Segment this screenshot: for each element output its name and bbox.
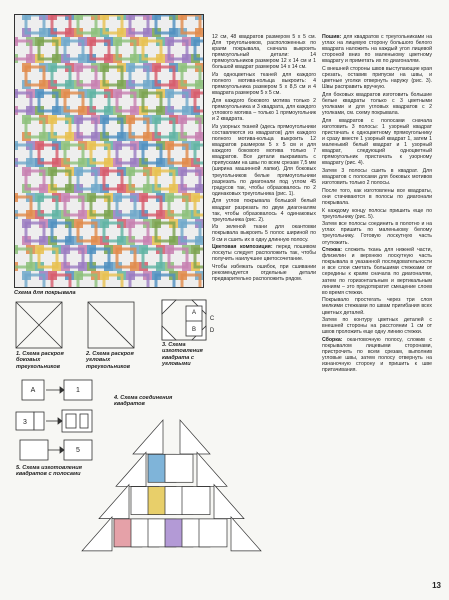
paragraph: 12 см, 48 квадратов размером 5 x 5 см. Для треугольников, расположенных по краям покрывала, сначала выкроить прямоугольный детали: 14 прямоугольников размером 12 x 14 см и 1 большой квадрат размером 14 x 14 см.: [212, 34, 316, 71]
assembly-triangle: [214, 485, 244, 519]
paragraph: Для каждого бокового мотива только 2 прямоугольника и 3 квадрата, для каждого углового мотива – только 1 прямоугольник и 2 квадрата.: [212, 97, 316, 123]
page-number: 13: [432, 581, 441, 590]
fig3-letter-b: B: [191, 327, 197, 333]
assembly-triangle: [133, 420, 163, 454]
fig5-three-label: 3: [23, 419, 27, 426]
color-heading: Цветовая композиция:: [212, 244, 273, 251]
color-text: перед пошивом лоскуты следует расположить так, чтобы получить наилучшее цветосочетание.: [212, 244, 316, 263]
assembly-triangle: [180, 420, 210, 454]
paragraph: Затем все полосы соединить в полотно и на углах пришить по маленькому белому треугольнику. Готовую лоскутную часть отутюжить.: [322, 221, 432, 246]
assembly-triangle: [231, 517, 261, 551]
paragraph: Затем по контуру цветных деталей с внешней стороны на расстоянии 1 см от швов проложить еще одну линию стежки.: [322, 317, 432, 336]
paragraph: Покрывало простегать через три слоя мелкими стежками по швам пригибания всех цветных деталей.: [322, 297, 432, 316]
paragraph: С внешней стороны швов выступающие края срезать, оставив припуски на швы, и цветные уголки отвернуть наружу (рис. 3). Швы расправить вручную.: [322, 65, 432, 91]
fig5-a-label: A: [30, 387, 36, 394]
fig5-one-label: 1: [76, 387, 80, 394]
paragraph: Для квадратов с полосами сначала изготовить 3 полосы: 1 узорный квадрат пристачать к одноцветному прямоугольнику и сразу вместе 1 узорный квадрат 1, затем 1 маленький белый квадрат и 1 узорный квадрат, следующий одноцветный прямоугольник пристачать к узорному квадрату (рис. 4).: [322, 117, 432, 167]
fig2-diagram: [88, 302, 134, 348]
caption-fig3: 3. Схема изготовления квадрата с угловыми: [162, 342, 203, 368]
assembly-triangle: [82, 517, 112, 551]
sewing-heading: Пошив:: [322, 34, 342, 40]
paragraph: для квадратов с треугольниками на углах на лицевую сторону большого белого квадрата наложить на каждый угол лицевой стороной вниз по маленькому цветному квадрату и приметать их по диагоналям.: [322, 34, 432, 65]
paragraph: Для боковых квадратов изготовить большие белые квадраты только с 3 цветными уголками и для угловых квадратов с 2 уголками, см. схему покрывала.: [322, 91, 432, 117]
assembly-triangle: [197, 452, 227, 486]
assembly-square: [165, 454, 193, 482]
fig5-diagram: [16, 380, 92, 460]
paragraph: Чтобы избежать ошибок, при сшивании рекомендуется отдельные детали предварительно расположить рядом.: [212, 263, 316, 283]
paragraph: После того, как изготовлены все квадраты, они стачиваются в полосы по диагонали покрывала.: [322, 187, 432, 206]
paragraph: окантовочную полосу, сложив с покрывалом лицевыми сторонами, пристрочить по всем срезам, выполнив угловые швы, затем полосу отвернуть на изнаночную сторону и пришить к шве притачивания.: [322, 336, 432, 374]
paragraph: Из узорных тканей (здесь прямоугольники составляются из квадратов) для каждого полного мотива-кольца выкроить 12 квадратов размером 5 x 5 см и для каждого бокового мотива только 7 квадратов. Все детали выкраивать с припусками на швы по всем срезам 7,5 мм (ширина машинной лапки). Для боковых треугольников белые прямоугольники разрезать по диагонали под углом 45 градусов так, чтобы образовалось по 2 одинаковых треугольника (рис. 1).: [212, 123, 316, 197]
assembly-square: [182, 487, 210, 515]
caption-fig5: 5. Схема изготовления квадратов с полосами: [16, 465, 82, 478]
assembly-triangle: [116, 452, 146, 486]
quilting-heading: Стежка:: [322, 247, 342, 254]
caption-fig2: 2. Схема раскроя угловых треугольников: [86, 351, 134, 370]
fig3-diagram: [162, 300, 206, 340]
fig3-letter-c: C: [209, 316, 215, 322]
assembly-square: [199, 519, 227, 547]
caption-fig4: 4. Схема соединения квадратов: [114, 395, 173, 408]
paragraph: сложить ткань для нижней части, флизелин и верхнюю лоскутную часть покрывала в указанной последовательности и все слои сметать большими стежками от середины к краям сначала по диагоналям, затем по горизонтальным и вертикальным линиям – это предотвратит смещение слоев во время стежки.: [322, 247, 432, 296]
fig3-letter-a: A: [191, 310, 197, 316]
fig5-five-label: 5: [76, 447, 80, 454]
fig1-diagram: [16, 302, 62, 348]
paragraph: Для углов покрывала большой белый квадрат разрезать по двум диагоналям так, чтобы образовалось 4 одинаковых треугольника (рис. 2).: [212, 198, 316, 223]
fig4-assembly-diagram: [82, 420, 261, 551]
assembly-heading: Сборка:: [322, 336, 343, 343]
paragraph: Затем 3 полосы сшить в квадрат. Для квадратов с полосами для боковых мотивов изготовить только 2 полосы.: [322, 167, 432, 187]
paragraph: Из зеленой ткани для окантовки покрывала выкроить 5 полос шириной по 9 см и сшить их в одну длинную полосу.: [212, 224, 316, 243]
caption-quilt-scheme: Схема для покрывала: [14, 290, 76, 296]
caption-fig1: 1. Схема раскроя боковых треугольников: [16, 351, 64, 370]
paragraph: К каждому концу полосы пришить еще по треугольнику (рис. 5).: [322, 207, 432, 220]
fig3-letter-d: D: [209, 328, 215, 334]
assembly-triangle: [99, 485, 129, 519]
paragraph: Из одноцветных тканей для каждого полного мотива-колыца выкроить: 4 прямоугольника размером 5 x 8,5 см и 4 квадрата размером 5 x 5 см.: [212, 72, 316, 97]
